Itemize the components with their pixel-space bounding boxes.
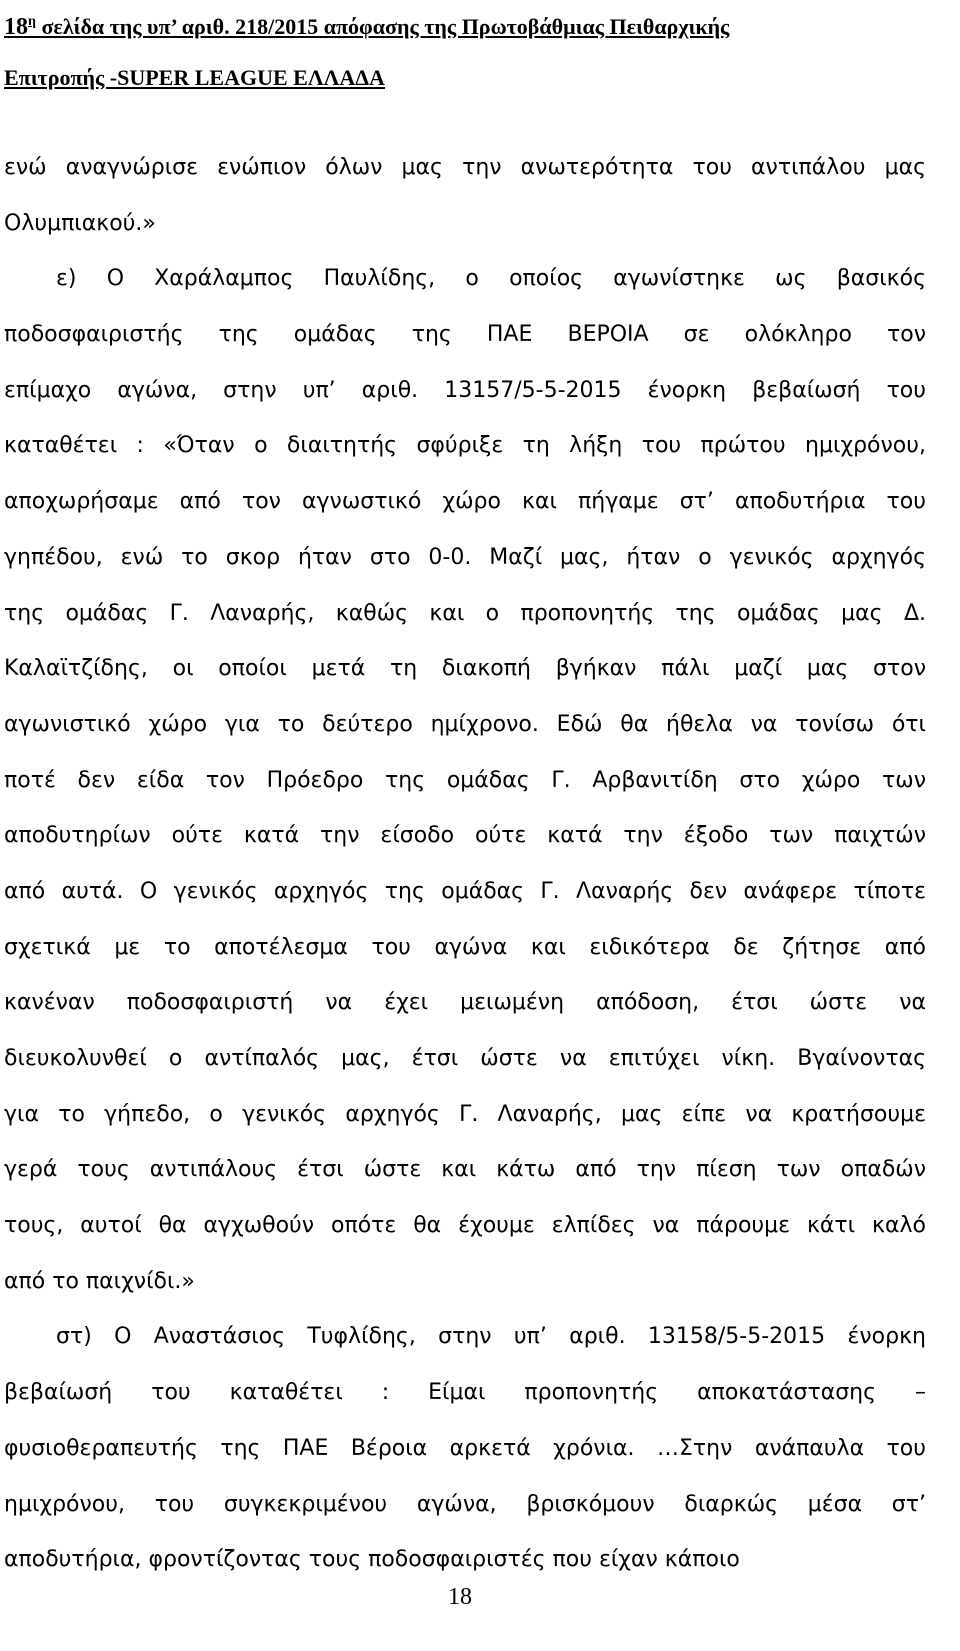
text-line: αποχωρήσαμε από τον αγνωστικό χώρο και πήγαμε στ’ αποδυτήρια του (4, 489, 926, 515)
header-line-1 (4, 2, 944, 58)
text-line: επίμαχο αγώνα, στην υπ’ αριθ. 13157/5-5-2015 ένορκη βεβαίωσή του (4, 377, 926, 403)
text-line: σχετικά με το αποτέλεσμα του αγώνα και ειδικότερα δε ζήτησε από (4, 934, 926, 960)
text-line: γηπέδου, ενώ το σκορ ήταν στο 0-0. Μαζί μας, ήταν ο γενικός αρχηγός (4, 544, 926, 570)
text-line: αποδυτηρίων ούτε κατά την είσοδο ούτε κατά την έξοδο των παιχτών (4, 823, 926, 849)
text-line: για το γήπεδο, ο γενικός αρχηγός Γ. Λαναρής, μας είπε να κρατήσουμε (4, 1101, 926, 1127)
text-line: ενώ αναγνώρισε ενώπιον όλων μας την ανωτερότητα του αντιπάλου μας (4, 155, 926, 180)
text-line: καταθέτει : «Όταν ο διαιτητής σφύριξε τη λήξη του πρώτου ημιχρόνου, (4, 433, 926, 459)
text-line: ε) Ο Χαράλαμπος Παυλίδης, ο οποίος αγωνίστηκε ως βασικός (56, 266, 926, 292)
text-line: βεβαίωσή του καταθέτει : Είμαι προπονητής αποκατάστασης – (4, 1380, 926, 1406)
text-line: ημιχρόνου, του συγκεκριμένου αγώνα, βρισκόμουν διαρκώς μέσα στ’ (4, 1491, 926, 1517)
page-header (4, 2, 944, 113)
header-page-number: 18 (4, 14, 28, 40)
text-line: κανέναν ποδοσφαιριστή να έχει μειωμένη απόδοση, έτσι ώστε να (4, 990, 926, 1016)
page-footer (0, 1584, 920, 1611)
text-line: αγωνιστικό χώρο για το δεύτερο ημίχρονο. Εδώ θα ήθελα να τονίσω ότι (4, 711, 926, 737)
text-line: από το παιχνίδι.» (4, 1268, 195, 1294)
text-line: τους, αυτοί θα αγχωθούν οπότε θα έχουμε ελπίδες να πάρουμε κάτι καλό (4, 1213, 926, 1239)
text-line: ποτέ δεν είδα τον Πρόεδρο της ομάδας Γ. Αρβανιτίδη στο χώρο των (4, 767, 926, 793)
header-page-superscript: η (28, 14, 36, 29)
header-title-1: σελίδα της υπ’ αριθ. 218/2015 απόφασης της Πρωτοβάθμιας Πειθαρχικής (35, 14, 730, 39)
text-line: αποδυτήρια, φροντίζοντας τους ποδοσφαιριστές που είχαν κάποιο (4, 1547, 740, 1573)
text-line: της ομάδας Γ. Λαναρής, καθώς και ο προπονητής της ομάδας μας Δ. (4, 600, 926, 626)
text-line: ποδοσφαιριστής της ομάδας της ΠΑΕ ΒΕΡΟΙΑ σε ολόκληρο τον (4, 322, 926, 348)
text-line: στ) Ο Αναστάσιος Τυφλίδης, στην υπ’ αριθ. 13158/5-5-2015 ένορκη (56, 1324, 926, 1350)
text-line: από αυτά. Ο γενικός αρχηγός της ομάδας Γ. Λαναρής δεν ανάφερε τίποτε (4, 878, 926, 904)
footer-page-number: 18 (448, 1584, 472, 1610)
text-line: φυσιοθεραπευτής της ΠΑΕ Βέροια αρκετά χρόνια. …Στην ανάπαυλα του (4, 1435, 926, 1461)
text-line: διευκολυνθεί ο αντίπαλός μας, έτσι ώστε να επιτύχει νίκη. Βγαίνοντας (4, 1046, 926, 1071)
header-line-2: Επιτροπής -SUPER LEAGUE ΕΛΛΑΔΑ (4, 64, 385, 90)
text-line: Ολυμπιακού.» (4, 210, 156, 236)
text-line: Καλαϊτζίδης, οι οποίοι μετά τη διακοπή βγήκαν πάλι μαζί μας στον (4, 656, 926, 682)
document-body (4, 140, 926, 1588)
text-line: γερά τους αντιπάλους έτσι ώστε και κάτω από την πίεση των οπαδών (4, 1157, 926, 1183)
